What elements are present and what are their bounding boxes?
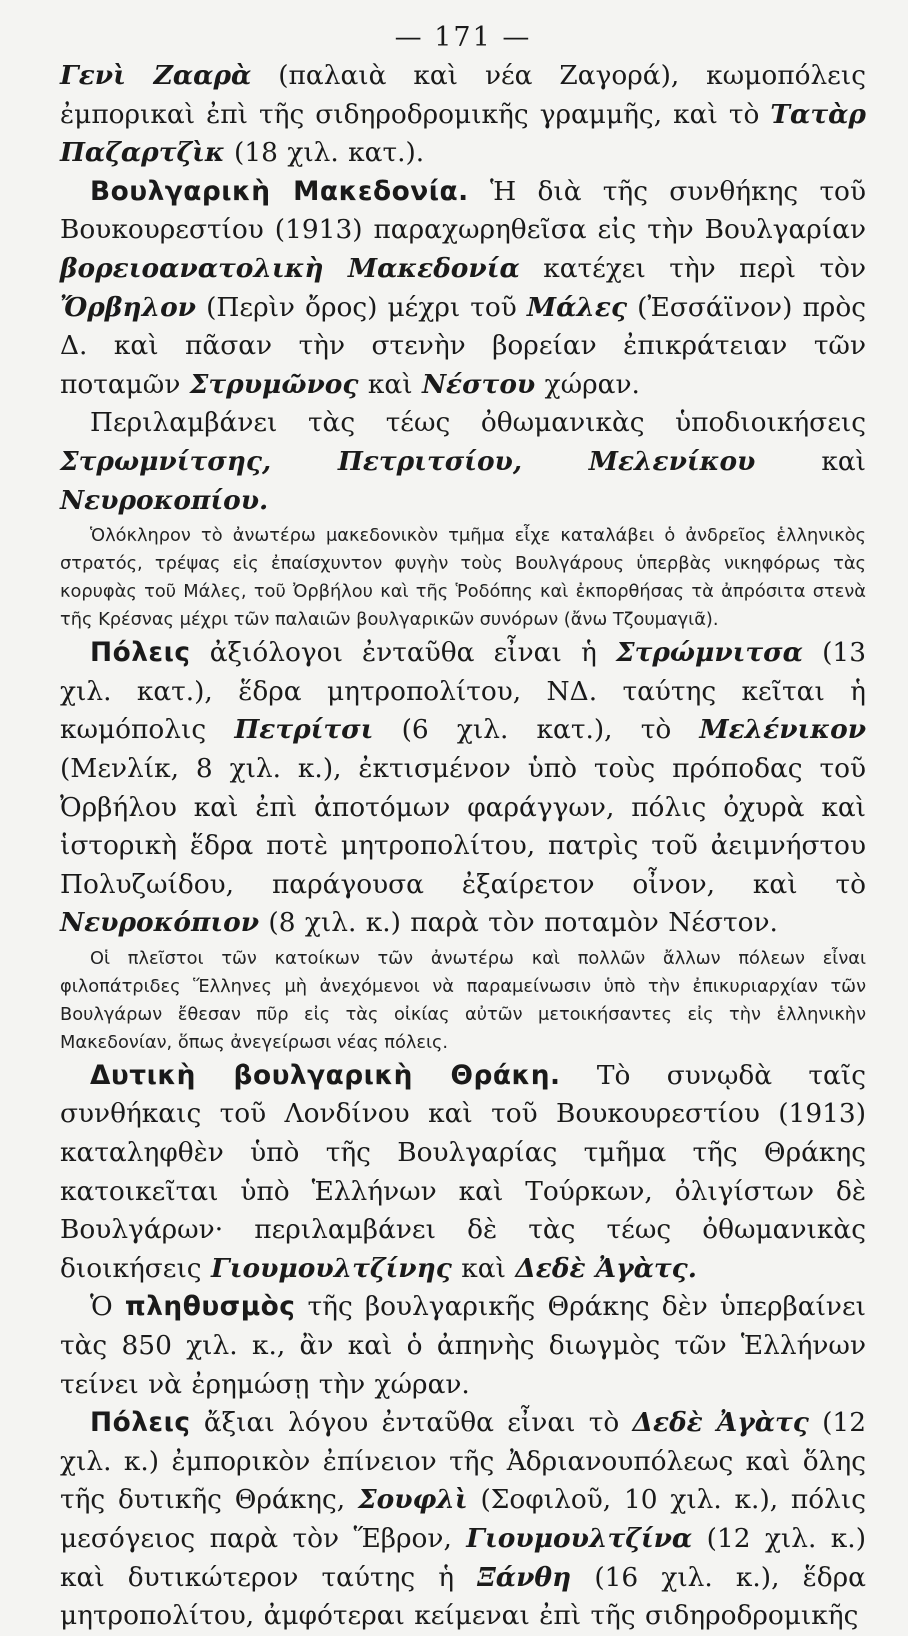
page-number: — 171 — [394, 22, 532, 53]
term: Μάλες [526, 291, 628, 323]
section-heading: Δυτικὴ βουλγαρικὴ Θράκη. [90, 1059, 561, 1091]
term: Ὄρβηλον [60, 291, 196, 323]
paragraph-western-thrace [60, 1057, 866, 1289]
note-inhabitants: Οἱ πλεῖστοι τῶν κατοίκων τῶν ἀνωτέρω καὶ πολλῶν ἄλλων πόλεων εἶναι φιλοπάτριδες Ἕλληνες μὴ ἀνεχόμενοι νὰ παραμείνωσιν ὑπὸ τὴν ἐπικυριαρχίαν τῶν Βουλγάρων ἔθεσαν πῦρ εἰς τὰς οἰκίας αὐτῶν μετοικήσαντες εἰς τὴν ἑλληνικὴν Μακεδονίαν, ὅπως ἀνεγείρωσι νέας πόλεις. [60, 947, 866, 1053]
term: Γιουμουλτζίνα [466, 1523, 693, 1554]
note-greek-army: Ὁλόκληρον τὸ ἀνωτέρω μακεδονικὸν τμῆμα εἶχε καταλάβει ὁ ἀνδρεῖος ἑλληνικὸς στρατός, τρέψας εἰς ἐπαίσχυντον φυγὴν τοὺς Βουλγάρους ὑπερβὰς νικηφόρως τὰς κορυφὰς τοῦ Μάλες, τοῦ Ὀρβήλου καὶ τῆς Ῥοδόπης καὶ ἐκπορθήσας τὰ ἀπρόσιτα στενὰ τῆς Κρέσνας μέχρι τῶν παλαιῶν βουλγαρικῶν συνόρων (ἄνω Τζουμαγιᾶ). [60, 525, 866, 631]
text: Ὁ [90, 1291, 125, 1323]
text: καὶ [755, 445, 866, 477]
text: (16 χιλ. κ.), ἕδρα μητροπολίτου, ἀμφότεραι κείμεναι ἐπὶ τῆς σιδηροδρομικῆς [60, 1561, 866, 1632]
text: Ἡ διὰ τῆς συνθήκης τοῦ Βουκουρεστίου (1913) παραχωρηθεῖσα εἰς τὴν Βουλγαρίαν [60, 175, 866, 246]
term: Πετρίτσι [234, 714, 374, 746]
text: (6 χιλ. κατ.), τὸ [373, 714, 700, 746]
text: κατέχει τὴν περὶ τὸν [519, 252, 866, 284]
section-heading: Βουλγαρικὴ Μακεδονία. [90, 175, 469, 207]
paragraph-population [60, 1288, 866, 1404]
text: (18 χιλ. κατ.). [224, 137, 425, 169]
text: (Ἐσσάϊνον) πρὸς Δ. καὶ πᾶσαν τὴν στενὴν βορείαν ἐπικράτειαν τῶν ποταμῶν [60, 291, 866, 400]
text: ἀξιόλογοι ἐνταῦθα εἶναι ἡ [190, 637, 616, 669]
term: Τατὰρ Παζαρτζὶκ [60, 98, 866, 169]
section-heading: Πόλεις [90, 1407, 191, 1439]
text: (Μενλίκ, 8 χιλ. κ.), ἐκτισμένον ὑπὸ τοὺς πρόποδας τοῦ Ὀρβήλου καὶ ἐπὶ ἀποτόμων φαράγγων, πόλις ὀχυρὰ καὶ ἱστορικὴ ἕδρα ποτὲ μητροπολίτου, πατρὶς τοῦ ἀειμνήστου Πολυζωίδου, παράγουσα ἐξαίρετον οἶνον, καὶ τὸ [60, 752, 866, 900]
paragraph-cities-thrace [60, 1404, 866, 1636]
term: βορειοανατολικὴ Μακεδονία [60, 252, 520, 284]
term: Νευροκόπιον [60, 907, 260, 939]
text: (Σοφιλοῦ, 10 χιλ. κ.), πόλις μεσόγειος παρὰ τὸν Ἕβρον, [60, 1484, 866, 1554]
term: Νέστου [421, 368, 536, 400]
text: (Περὶν ὄρος) μέχρι τοῦ [196, 291, 527, 323]
term: Δεδὲ Ἀγὰτς [632, 1407, 809, 1439]
term: Γιουμουλτζίνης [210, 1252, 452, 1284]
text: (8 χιλ. κ.) παρὰ τὸν ποταμὸν Νέστον. [259, 907, 778, 939]
text: χώραν. [535, 368, 640, 400]
term: Στρωμνίτσης, Πετριτσίου, Μελενίκου [60, 445, 756, 477]
term: Νευροκοπίου. [60, 484, 269, 516]
text: (12 χιλ. κ.) καὶ δυτικώτερον ταύτης ἡ [60, 1523, 866, 1593]
term: Γενὶ Ζααρὰ [60, 60, 252, 91]
term: Στρώμνιτσα [615, 637, 803, 669]
text: τῆς βουλγαρικῆς Θράκης δὲν ὑπερβαίνει τὰς 850 χιλ. κ., ἂν καὶ ὁ ἀπηνὴς διωγμὸς τῶν Ἑλλήνων τείνει νὰ ἐρημώσῃ τὴν χώραν. [60, 1291, 866, 1400]
term: Στρυμῶνος [189, 368, 359, 400]
paragraph-bulgarian-macedonia [60, 173, 866, 405]
term: Ξάνθη [477, 1561, 572, 1593]
text: (12 χιλ. κ.) ἐμπορικὸν ἐπίνειον τῆς Ἀδριανουπόλεως καὶ ὅλης τῆς δυτικῆς Θράκης, [60, 1407, 866, 1516]
text: (13 χιλ. κατ.), ἕδρα μητροπολίτου, ΝΔ. ταύτης κεῖται ἡ κωμόπολις [60, 637, 866, 746]
term: Μελένικον [699, 714, 866, 746]
term: Σουφλὶ [357, 1484, 468, 1516]
text: καὶ [451, 1252, 516, 1284]
text: (παλαιὰ καὶ νέα Ζαγορά), κωμοπόλεις ἐμπορικαὶ ἐπὶ τῆς σιδηροδρομικῆς γραμμῆς, καὶ τὸ [60, 60, 866, 130]
text: καὶ [358, 368, 422, 400]
section-heading: Πόλεις [90, 637, 191, 669]
text: Τὸ συνῳδὰ ταῖς συνθήκαις τοῦ Λονδίνου καὶ τοῦ Βουκουρεστίου (1913) καταληφθὲν ὑπὸ τῆς Βουλγαρίας τμῆμα τῆς Θράκης κατοικεῖται ὑπὸ Ἑλλήνων καὶ Τούρκων, ὀλιγίστων δὲ Βουλγάρων· περιλαμβάνει δὲ τὰς τέως ὀθωμανικὰς διοικήσεις [60, 1059, 866, 1284]
paragraph-subdistricts [60, 404, 866, 520]
text: Περιλαμβάνει τὰς τέως ὀθωμανικὰς ὑποδιοικήσεις [90, 407, 866, 439]
section-heading: πληθυσμὸς [124, 1291, 296, 1323]
term: Δεδὲ Ἀγὰτς. [515, 1252, 697, 1284]
text: ἄξιαι λόγου ἐνταῦθα εἶναι τὸ [190, 1407, 633, 1439]
paragraph-cities-macedonia [60, 634, 866, 943]
paragraph-geni-zaara [60, 57, 866, 173]
